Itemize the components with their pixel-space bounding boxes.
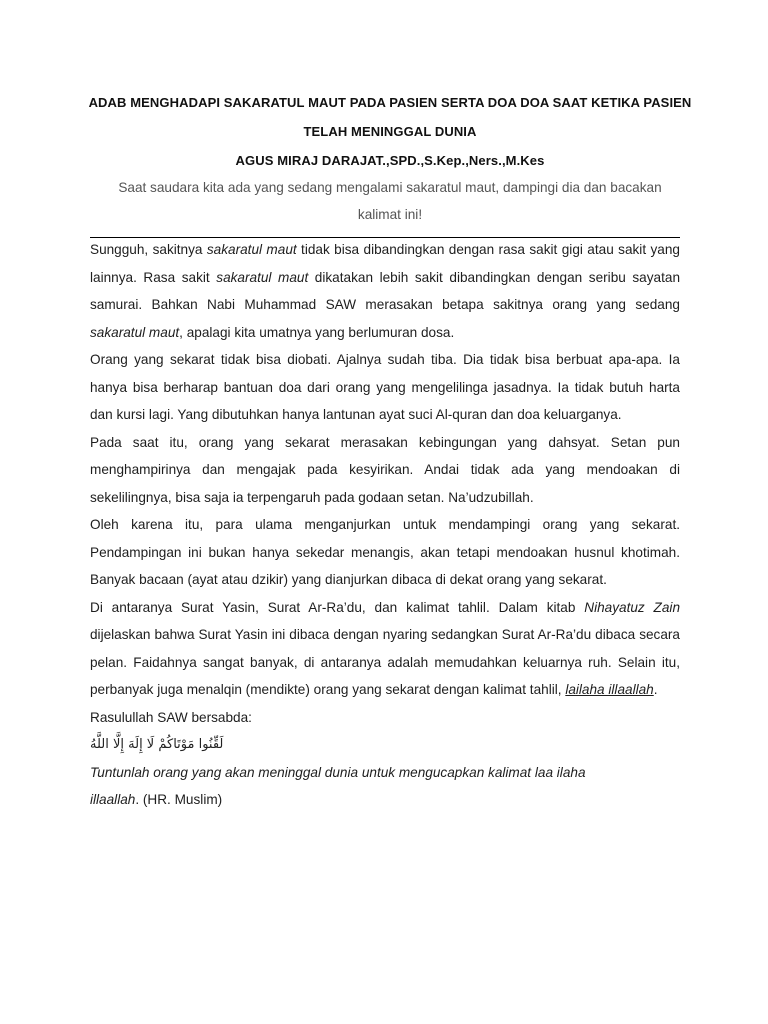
paragraph-3: Pada saat itu, orang yang sekarat merasakan kebingungan yang dahsyat. Setan pun menghampirinya dan mengajak pada kesyirikan. Andai tidak ada yang mendoakan di sekelilingnya, bisa saja ia terpengaruh pada godaan setan. Na’udzubillah. (90, 434, 680, 505)
translation-italic-word: illaallah (90, 792, 136, 807)
p5-tahlil-underlined: lailaha illaallah (565, 682, 654, 697)
paragraph-2: Orang yang sekarat tidak bisa diobati. Ajalnya sudah tiba. Dia tidak bisa berbuat apa-apa. Ia hanya bisa berharap bantuan doa dari orang yang mengelilinga jasadnya. Ia tidak butuh harta dan kursi lagi. Yang dibutuhkan hanya lantunan ayat suci Al-quran dan doa keluarganya. (90, 352, 680, 422)
p1-italic-b: sakaratul maut (206, 242, 297, 257)
p1-italic-f: sakaratul maut (90, 324, 180, 340)
p5-text-a: Di antaranya Surat Yasin, Surat Ar-Ra’du, dan kalimat tahlil. Dalam kitab (90, 599, 585, 615)
paragraph-4: Oleh karena itu, para ulama menganjurkan untuk mendampingi orang yang sekarat. Pendampingan ini bukan hanya sekedar menangis, akan tetapi mendoakan husnul khotimah. Banyak bacaan (ayat atau dzikir) yang dianjurkan dibaca di dekat orang yang sekarat. (90, 517, 680, 587)
arabic-hadith: لَقِّنُوا مَوْتَاكُمْ لَا إِلَهَ إِلَّا اللَّهُ (90, 737, 224, 752)
p5-text-c: dijelaskan bahwa Surat Yasin ini dibaca dengan nyaring sedangkan Surat Ar-Ra’du dibaca secara pelan. Faidahnya sangat banyak, di antaranya adalah memudahkan keluarnya ruh. Selain itu, perbanyak juga menalqin (mendikte) orang yang sekarat dengan kalimat tahlil, (90, 627, 680, 697)
p5-italic-kitab: Nihayatuz Zain (584, 599, 681, 615)
paragraph-5 (90, 594, 680, 704)
subtitle-line-2: kalimat ini! (357, 207, 423, 222)
paragraph-1 (90, 236, 680, 346)
document-body (90, 236, 680, 814)
p1-text-e: dikatakan lebih sakit dibandingkan dengan seribu sayatan samurai. Bahkan Nabi Muhammad SAW merasakan betapa sakitnya orang yang sedang (90, 269, 680, 312)
p1-text-g: , apalagi kita umatnya yang berlumuran dosa. (179, 324, 455, 340)
p1-text-a: Sungguh, sakitnya (90, 242, 207, 257)
document-title-line-1: ADAB MENGHADAPI SAKARATUL MAUT PADA PASIEN SERTA DOA DOA SAAT KETIKA PASIEN (88, 95, 692, 110)
author-name: AGUS MIRAJ DARAJAT.,SPD.,S.Kep.,Ners.,M.Kes (235, 153, 545, 168)
translation-line-1: Tuntunlah orang yang akan meninggal dunia untuk mengucapkan kalimat laa ilaha (90, 764, 586, 780)
p1-italic-d: sakaratul maut (216, 269, 309, 285)
paragraph-translation (90, 759, 680, 814)
paragraph-hadith-intro: Rasulullah SAW bersabda: (90, 709, 252, 725)
p5-text-e: . (653, 682, 658, 697)
p1-text-c: tidak bisa dibandingkan dengan rasa sakit gigi atau sakit yang lainnya. Rasa sakit (90, 242, 680, 285)
translation-source: . (HR. Muslim) (135, 792, 223, 807)
subtitle-line-1: Saat saudara kita ada yang sedang mengalami sakaratul maut, dampingi dia dan bacakan (118, 180, 662, 195)
document-title-line-2: TELAH MENINGGAL DUNIA (303, 124, 477, 139)
